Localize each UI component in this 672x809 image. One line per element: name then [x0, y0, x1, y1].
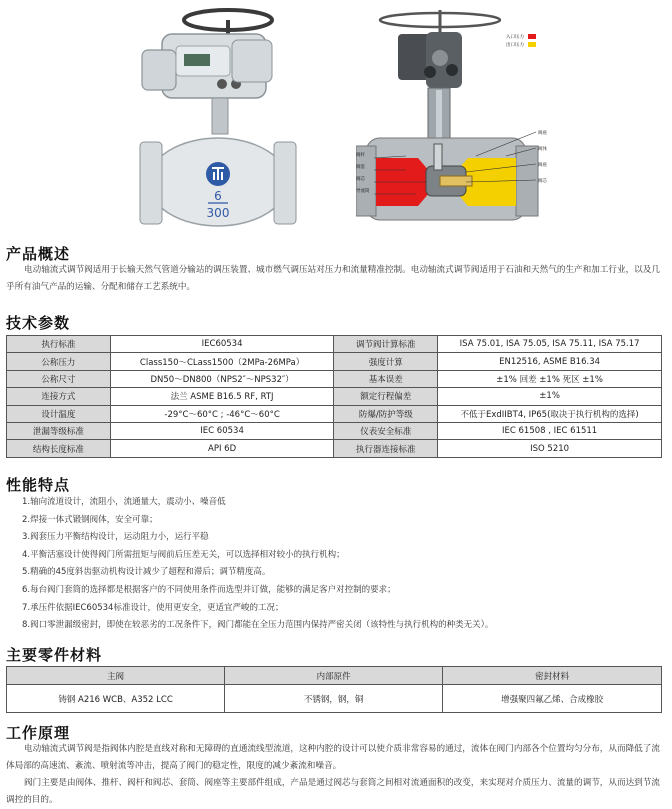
- spec-value: EN12516, ASME B16.34: [438, 353, 662, 370]
- parts-header-seal: 密封材料: [443, 667, 662, 685]
- callout-left-2: 阀套: [356, 165, 365, 170]
- feature-item: 4.平衡活塞设计使得阀门所需扭矩与阀前后压差无关，可以选择相对较小的执行机构；: [22, 549, 345, 560]
- callout-right-2: 阀体: [538, 147, 547, 152]
- spec-value: API 6D: [110, 440, 334, 457]
- spec-label: 强度计算: [334, 353, 438, 370]
- legend-inlet-swatch: [528, 34, 536, 39]
- specs-row: [7, 388, 662, 405]
- spec-label: 防爆/防护等级: [334, 405, 438, 422]
- spec-label: 泄漏等级标准: [7, 422, 111, 439]
- principle-title: 工作原理: [6, 724, 71, 742]
- pressure-legend: [506, 33, 536, 48]
- spec-value: IEC 61508 , IEC 61511: [438, 422, 662, 439]
- principle-text-2: 阀门主要是由阀体、推杆、阀杆和阀芯、套筒、阀座等主要部件组成，产品是通过阀芯与套筒之间相对流通面积的改变，来实现对介质压力、流量的调节，从而达到节流调控的目的。: [6, 778, 660, 805]
- overview-text: 电动轴流式调节阀适用于长输天然气管道分输站的调压装置、城市燃气调压站对压力和流量精准控制。电动轴流式调节阀适用于石油和天然气的生产和加工行业，以及几乎所有油气产品的运输、分配和储存工艺系统中。: [6, 265, 660, 292]
- spec-label: 结构长度标准: [7, 440, 111, 457]
- feature-item: 6.每台阀门套筒的选择都是根据客户的不同使用条件而选型并订做，能够的满足客户对控制的要求；: [22, 584, 396, 595]
- spec-value: ISO 5210: [438, 440, 662, 457]
- body-marking-bottom: 300: [206, 206, 230, 220]
- feature-item: 7.承压件依据IEC60534标准设计，使用更安全，更适宜严峻的工况；: [22, 602, 284, 613]
- spec-label: 调节阀计算标准: [334, 336, 438, 353]
- specs-row: [7, 370, 662, 387]
- spec-value: 不低于ExdIIBT4, IP65(取决于执行机构的选择): [438, 405, 662, 422]
- specs-title: 技术参数: [6, 314, 71, 332]
- legend-inlet-label: 入口压力: [506, 35, 524, 40]
- spec-label: 设计温度: [7, 405, 111, 422]
- callout-left-1: 阀杆: [356, 153, 365, 158]
- valve-cutaway-diagram: [356, 6, 564, 232]
- spec-value: 法兰 ASME B16.5 RF, RTJ: [110, 388, 334, 405]
- spec-value: IEC60534: [110, 336, 334, 353]
- feature-item: 2.焊接一体式锻钢阀体，安全可靠；: [22, 514, 158, 525]
- legend-outlet-label: 出口压力: [506, 43, 524, 48]
- legend-outlet-swatch: [528, 42, 536, 47]
- parts-value-seal: 增强聚四氟乙烯、合成橡胶: [443, 685, 662, 713]
- specs-row: [7, 353, 662, 370]
- spec-label: 执行器连接标准: [334, 440, 438, 457]
- specs-row: [7, 336, 662, 353]
- spec-value: IEC 60534: [110, 422, 334, 439]
- overview-title: 产品概述: [6, 245, 71, 263]
- spec-value: ±1%: [438, 388, 662, 405]
- spec-value: Class150～CLass1500（2MPa-26MPa）: [110, 353, 334, 370]
- parts-header-main: 主阀: [7, 667, 225, 685]
- callout-right-1: 阀座: [538, 131, 547, 136]
- parts-table: [6, 666, 662, 713]
- specs-row: [7, 405, 662, 422]
- callout-right-3: 阀座: [538, 163, 547, 168]
- spec-label: 连接方式: [7, 388, 111, 405]
- principle-text-1: 电动轴流式调节阀是指阀体内腔是直线对称和无障碍的直通流线型流道，这种内腔的设计可以使介质非常容易的通过，流体在阀门内部各个位置均匀分布，从而降低了流体局部的高速流、紊流、喷射流等冲击，提高了阀门的稳定性，限度的减少紊流和噪音。: [6, 744, 660, 771]
- feature-item: 3.阀套压力平衡结构设计，运动阻力小，运行平稳: [22, 532, 209, 543]
- spec-value: -29°C～60°C ; -46°C～60°C: [110, 405, 334, 422]
- spec-value: ISA 75.01, ISA 75.05, ISA 75.11, ISA 75.17: [438, 336, 662, 353]
- callout-right-4: 阀芯: [538, 179, 547, 184]
- callout-left-3: 阀芯: [356, 177, 365, 182]
- spec-label: 公称尺寸: [7, 370, 111, 387]
- body-marking-top: 6: [214, 189, 222, 203]
- specs-table: [6, 335, 662, 458]
- parts-value-main: 铸钢 A216 WCB、A352 LCC: [7, 685, 225, 713]
- features-list: [22, 494, 493, 635]
- spec-label: 执行标准: [7, 336, 111, 353]
- parts-title: 主要零件材料: [6, 646, 103, 664]
- spec-label: 仪表安全标准: [334, 422, 438, 439]
- feature-item: 5.精确的45度斜齿驱动机构设计减少了超程和滞后；调节精度高。: [22, 567, 271, 578]
- specs-row: [7, 440, 662, 457]
- features-title: 性能特点: [6, 476, 71, 494]
- feature-item: 1.轴向流道设计，流阻小，流通量大，震动小、噪音低: [22, 497, 226, 507]
- specs-row: [7, 422, 662, 439]
- callout-left-4: 导流筒: [356, 189, 370, 194]
- spec-label: 公称压力: [7, 353, 111, 370]
- valve-product-photo: [132, 4, 300, 230]
- parts-value-internal: 不锈钢，钢，铜: [225, 685, 443, 713]
- parts-header-internal: 内部原件: [225, 667, 443, 685]
- spec-label: 基本误差: [334, 370, 438, 387]
- spec-value: ±1% 回差 ±1% 死区 ±1%: [438, 370, 662, 387]
- feature-item: 8.阀口零泄漏级密封，即使在较恶劣的工况条件下，阀门都能在全压力范围内保持严密关闭（该特性与执行机构的种类无关）。: [22, 620, 494, 631]
- spec-label: 额定行程偏差: [334, 388, 438, 405]
- spec-value: DN50～DN800（NPS2″～NPS32″）: [110, 370, 334, 387]
- product-figures: [0, 0, 672, 238]
